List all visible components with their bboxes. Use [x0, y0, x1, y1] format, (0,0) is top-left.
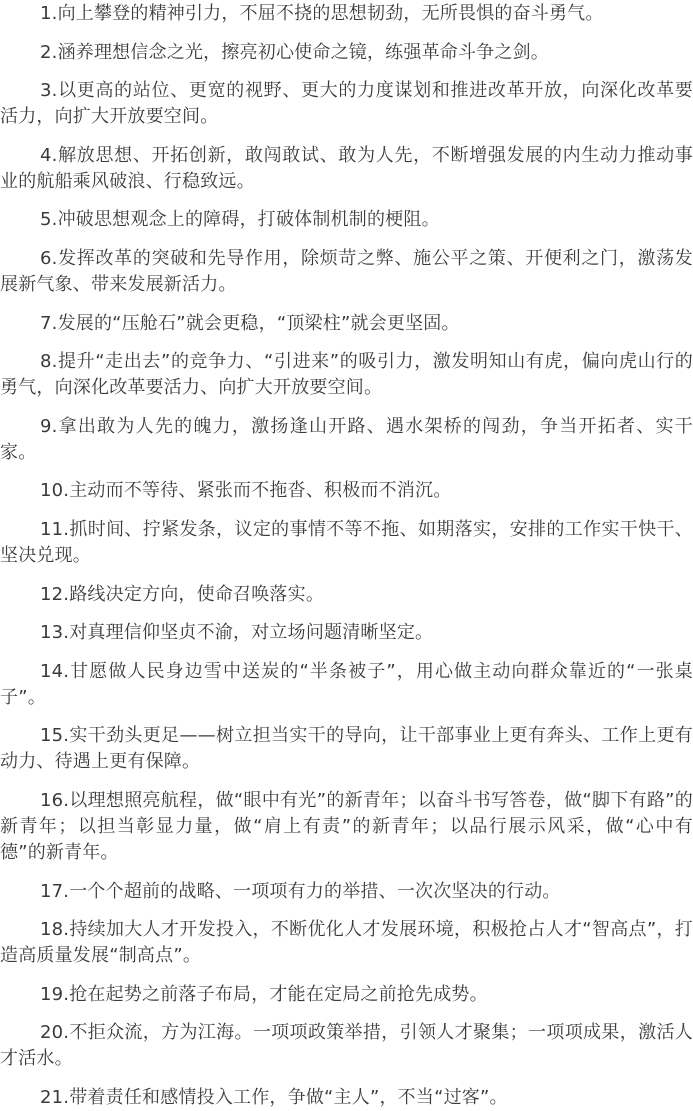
list-item: 4.解放思想、开拓创新，敢闯敢试、敢为人先，不断增强发展的内生动力推动事业的航船乘风破浪、行稳致远。	[0, 144, 693, 192]
list-item: 10.主动而不等待、紧张而不拖沓、积极而不消沉。	[40, 480, 452, 502]
list-item: 7.发展的“压舱石”就会更稳，“顶梁柱”就会更坚固。	[40, 312, 460, 334]
list-item: 2.涵养理想信念之光，擦亮初心使命之镜，练强革命斗争之剑。	[40, 41, 549, 63]
list-item: 19.抢在起势之前落子布局，才能在定局之前抢先成势。	[40, 983, 488, 1005]
list-item: 14.甘愿做人民身边雪中送炭的“半条被子”，用心做主动向群众靠近的“一张桌子”。	[0, 660, 693, 708]
list-item: 9.拿出敢为人先的魄力，激扬逢山开路、遇水架桥的闯劲，争当开拓者、实干家。	[0, 415, 693, 463]
list-item: 18.持续加大人才开发投入，不断优化人才发展环境，积极抢占人才“智高点”，打造高质量发展“制高点”。	[0, 919, 693, 967]
list-item: 1.向上攀登的精神引力，不屈不挠的思想韧劲，无所畏惧的奋斗勇气。	[40, 3, 604, 24]
list-item: 15.实干劲头更足——树立担当实干的导向，让干部事业上更有奔头、工作上更有动力、待遇上更有保障。	[0, 725, 693, 773]
list-item: 3.以更高的站位、更宽的视野、更大的力度谋划和推进改革开放，向深化改革要活力，向扩大开放要空间。	[0, 80, 693, 128]
list-item: 11.抓时间、拧紧发条，议定的事情不等不拖、如期落实，安排的工作实干快干、坚决兑现。	[0, 518, 693, 566]
list-item: 6.发挥改革的突破和先导作用，除烦苛之弊、施公平之策、开便利之门，激荡发展新气象、带来发展新活力。	[0, 247, 693, 295]
list-item: 21.带着责任和感情投入工作，争做“主人”，不当“过客”。	[40, 1086, 508, 1108]
list-item: 12.路线决定方向，使命召唤落实。	[40, 583, 325, 605]
list-item: 8.提升“走出去”的竞争力、“引进来”的吸引力，激发明知山有虎，偏向虎山行的勇气，向深化改革要活力、向扩大开放要空间。	[0, 351, 693, 399]
list-item: 17.一个个超前的战略、一项项有力的举措、一次次坚决的行动。	[40, 880, 561, 902]
list-item: 13.对真理信仰坚贞不渝，对立场问题清晰坚定。	[40, 622, 434, 644]
list-item: 20.不拒众流，方为江海。一项项政策举措，引领人才聚集；一项项成果，激活人才活水。	[0, 1022, 693, 1070]
list-item: 5.冲破思想观念上的障碍，打破体制机制的梗阻。	[40, 209, 440, 231]
list-item: 16.以理想照亮航程，做“眼中有光”的新青年；以奋斗书写答卷，做“脚下有路”的新青年；以担当彰显力量，做“肩上有责”的新青年；以品行展示风采，做“心中有德”的新青年。	[0, 789, 693, 863]
